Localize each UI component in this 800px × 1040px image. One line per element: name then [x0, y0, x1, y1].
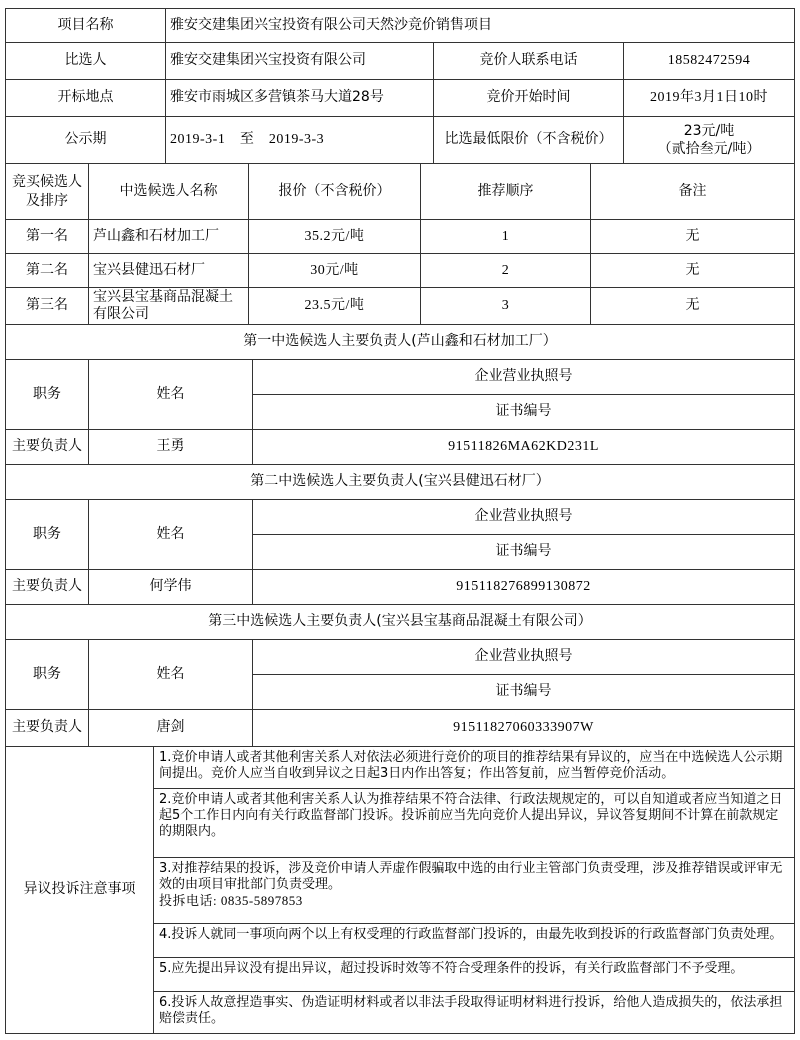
principal-1-title-row [6, 325, 794, 360]
principal-name: 王勇 [89, 430, 253, 464]
candidate-rank: 第二名 [6, 254, 89, 287]
principal-3-data-row [6, 710, 794, 747]
cert-label: 证书编号 [495, 543, 552, 560]
principal-3-header-row [6, 640, 794, 710]
principal-2-title-row [6, 465, 794, 500]
floor-price-value [624, 117, 794, 163]
notice-item-3 [154, 858, 794, 924]
name-label: 姓名 [89, 360, 253, 429]
announcement-table [5, 8, 795, 1034]
candidates-header-row [6, 164, 794, 220]
notice-item-2: 2.竞价申请人或者其他利害关系人认为推荐结果不符合法律、行政法规规定的，可以自知道或者应当知道之日起5个工作日内向有关行政监督部门投诉。投诉前应当先向竞价人提出异议，异议答复期间不计算在前款规定的期限内。 [154, 789, 794, 858]
principal-name: 何学伟 [89, 570, 253, 604]
principal-3-title-row [6, 605, 794, 640]
candidate-remark: 无 [685, 261, 700, 278]
principal-1-data-row [6, 430, 794, 465]
publicity-row [6, 117, 794, 164]
license-header-stack [253, 360, 794, 429]
floor-price-label: 比选最低限价（不含税价） [434, 117, 624, 163]
venue-value: 雅安市雨城区多营镇茶马大道28号 [166, 80, 434, 116]
principal-duty: 主要负责人 [6, 570, 89, 604]
project-name-row [6, 9, 794, 43]
notice-item-3-text: 3.对推荐结果的投诉，涉及竞价申请人弄虚作假骗取中选的由行业主管部门负责受理，涉及推荐错误或评审无效的由项目审批部门负责受理。 [159, 861, 783, 892]
header-rank: 竞买候选人 及排序 [6, 164, 89, 219]
candidate-order: 3 [421, 288, 591, 324]
publicity-value: 2019-3-1 至 2019-3-3 [166, 117, 434, 163]
principal-duty: 主要负责人 [6, 430, 89, 464]
notices-list [154, 747, 794, 1033]
duty-label: 职务 [6, 360, 89, 429]
duty-label: 职务 [6, 640, 89, 709]
candidate-remark: 无 [685, 227, 700, 244]
duty-label: 职务 [6, 500, 89, 569]
notice-item-4: 4.投诉人就同一事项向两个以上有权受理的行政监督部门投诉的，由最先收到投诉的行政监督部门负责处理。 [154, 924, 794, 958]
principal-2-title: 第二中选候选人主要负责人(宝兴县健迅石材厂） [250, 473, 550, 490]
principal-2-data-row [6, 570, 794, 605]
candidate-price: 23.5元/吨 [249, 288, 421, 324]
header-order: 推荐顺序 [421, 164, 591, 219]
candidate-row-3 [6, 288, 794, 325]
phone-value: 18582472594 [667, 53, 751, 69]
license-label: 企业营业执照号 [253, 360, 794, 395]
floor-price-line2: （贰拾叁元/吨） [657, 141, 761, 157]
principal-duty: 主要负责人 [6, 710, 89, 746]
principal-2-header-row [6, 500, 794, 570]
complaint-phone: 投拆电话: 0835-5897853 [159, 893, 303, 908]
cert-label: 证书编号 [495, 683, 552, 700]
header-price: 报价（不含税价） [249, 164, 421, 219]
notice-item-5: 5.应先提出异议没有提出异议，超过投诉时效等不符合受理条件的投诉，有关行政监督部门不予受理。 [154, 958, 794, 992]
candidate-row-2 [6, 254, 794, 288]
candidate-name: 宝兴县健迅石材厂 [89, 254, 249, 287]
candidate-rank: 第三名 [6, 288, 89, 324]
bidder-label: 比选人 [6, 43, 166, 79]
project-name-label: 项目名称 [6, 9, 166, 42]
name-label: 姓名 [89, 500, 253, 569]
license-label: 企业营业执照号 [253, 640, 794, 675]
license-header-stack [253, 500, 794, 569]
venue-row [6, 80, 794, 117]
license-label: 企业营业执照号 [253, 500, 794, 535]
candidate-order: 1 [421, 220, 591, 253]
publicity-label: 公示期 [6, 117, 166, 163]
principal-1-header-row [6, 360, 794, 430]
license-number: 91511827060333907W [453, 720, 594, 736]
candidate-remark: 无 [685, 297, 700, 314]
cert-label: 证书编号 [495, 403, 552, 420]
principal-name: 唐剑 [89, 710, 253, 746]
license-number: 915118276899130872 [456, 579, 591, 595]
license-header-stack [253, 640, 794, 709]
candidate-row-1 [6, 220, 794, 254]
candidate-price: 35.2元/吨 [249, 220, 421, 253]
principal-3-title: 第三中选候选人主要负责人(宝兴县宝基商品混凝土有限公司） [208, 613, 592, 630]
header-candidate-name: 中选候选人名称 [89, 164, 249, 219]
notice-item-1: 1.竞价申请人或者其他利害关系人对依法必须进行竞价的项目的推荐结果有异议的，应当在中选候选人公示期间提出。竞价人应当自收到异议之日起3日内作出答复；作出答复前，应当暂停竞价活动。 [154, 747, 794, 789]
start-time-value: 2019年3月1日10时 [650, 90, 768, 106]
start-time-label: 竞价开始时间 [434, 80, 624, 116]
phone-label: 竞价人联系电话 [434, 43, 624, 79]
floor-price-line1: 23元/吨 [683, 122, 735, 139]
notice-item-6: 6.投诉人故意捏造事实、伪造证明材料或者以非法手段取得证明材料进行投诉，给他人造成损失的，依法承担赔偿责任。 [159, 995, 783, 1026]
project-name-value: 雅安交建集团兴宝投资有限公司天然沙竞价销售项目 [170, 16, 492, 33]
license-number: 91511826MA62KD231L [448, 439, 599, 455]
candidate-name: 宝兴县宝基商品混凝土有限公司 [89, 288, 249, 324]
candidate-order: 2 [421, 254, 591, 287]
candidate-rank: 第一名 [6, 220, 89, 253]
candidate-price: 30元/吨 [249, 254, 421, 287]
principal-1-title: 第一中选候选人主要负责人(芦山鑫和石材加工厂） [243, 333, 557, 350]
candidate-name: 芦山鑫和石材加工厂 [89, 220, 249, 253]
notices-label: 异议投诉注意事项 [6, 747, 154, 1033]
bidder-value: 雅安交建集团兴宝投资有限公司 [166, 43, 434, 79]
name-label: 姓名 [89, 640, 253, 709]
header-remark: 备注 [678, 182, 707, 199]
venue-label: 开标地点 [6, 80, 166, 116]
bidder-row [6, 43, 794, 80]
notices-row [6, 747, 794, 1033]
